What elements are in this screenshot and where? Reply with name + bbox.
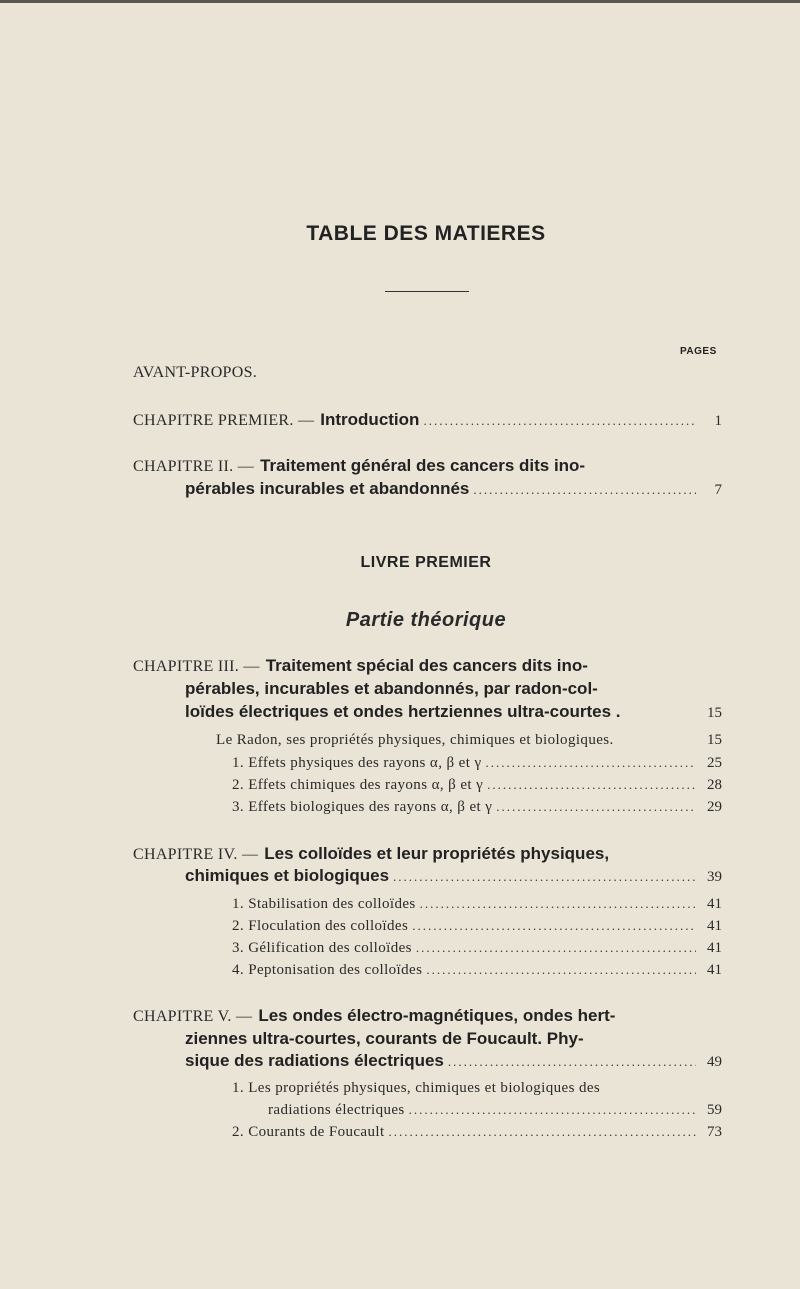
leader-dots (420, 896, 696, 912)
toc-sub-entry[interactable] (232, 799, 722, 816)
page-number: 1 (714, 413, 722, 429)
leader-dots (496, 799, 696, 815)
chapter-prefix: CHAPITRE PREMIER. — (133, 412, 315, 429)
leader-dots (426, 962, 696, 978)
toc-entry-ch3-cont[interactable] (185, 702, 722, 722)
page-number: 41 (707, 918, 722, 934)
chapter-title: ziennes ultra-courtes, courants de Foucault. Phy- (185, 1029, 584, 1048)
page-number: 15 (707, 732, 722, 748)
sub-entry-label: 1. Stabilisation des colloïdes (232, 896, 416, 912)
toc-sub-entry[interactable] (216, 732, 722, 749)
chapter-title: chimiques et biologiques (185, 866, 390, 885)
page-title: TABLE DES MATIERES (306, 222, 546, 245)
page-number: 41 (707, 940, 722, 956)
chapter-title: Les colloïdes et leur propriétés physiques, (264, 844, 610, 863)
sub-entry-label: 2. Effets chimiques des rayons α, β et γ (232, 777, 484, 793)
leader-dots (409, 1102, 696, 1118)
toc-entry-ch2[interactable] (133, 456, 722, 476)
page-number: 41 (707, 962, 722, 978)
chapter-title: pérables, incurables et abandonnés, par radon-col- (185, 679, 598, 698)
toc-entry-ch2-cont[interactable] (185, 479, 722, 499)
page-number: 59 (707, 1102, 722, 1118)
toc-entry-ch3[interactable] (133, 656, 722, 676)
page-number: 28 (707, 777, 722, 793)
toc-entry-ch5-cont[interactable] (185, 1051, 722, 1071)
toc-sub-entry[interactable] (232, 755, 722, 772)
partie-heading: Partie théorique (345, 609, 507, 631)
sub-entry-label: radiations électriques (268, 1102, 405, 1118)
page-number: 25 (707, 755, 722, 771)
chapter-prefix: CHAPITRE IV. — (133, 846, 259, 863)
avant-propos: AVANT-PROPOS. (133, 364, 258, 381)
chapter-title: sique des radiations électriques (185, 1051, 444, 1070)
chapter-title: Traitement spécial des cancers dits ino- (265, 656, 588, 675)
pages-column-label: PAGES (680, 346, 717, 357)
toc-entry-ch5[interactable] (133, 1006, 722, 1026)
toc-sub-entry[interactable] (232, 1124, 722, 1141)
toc-entry-ch4[interactable] (133, 844, 722, 864)
leader-dots (393, 869, 696, 885)
sub-entry-label: 3. Gélification des colloïdes (232, 940, 412, 956)
sub-entry-label: 1. Les propriétés physiques, chimiques et biologiques des (232, 1080, 601, 1096)
page-number: 41 (707, 896, 722, 912)
page-number: 15 (707, 705, 722, 721)
leader-dots (423, 413, 696, 429)
page-number: 29 (707, 799, 722, 815)
leader-dots (485, 755, 696, 771)
page-number: 7 (714, 482, 722, 498)
toc-sub-entry[interactable] (232, 962, 722, 979)
sub-entry-label: 3. Effets biologiques des rayons α, β et γ (232, 799, 493, 815)
leader-dots (412, 918, 696, 934)
sub-entry-label: Le Radon, ses propriétés physiques, chimiques et biologiques. (216, 732, 614, 748)
toc-sub-entry[interactable] (268, 1102, 722, 1119)
leader-dots (487, 777, 696, 793)
page-number: 39 (707, 869, 722, 885)
chapter-prefix: CHAPITRE II. — (133, 458, 255, 475)
leader-dots (416, 940, 696, 956)
chapter-title: Les ondes électro-magnétiques, ondes hert- (258, 1006, 616, 1025)
chapter-prefix: CHAPITRE V. — (133, 1008, 253, 1025)
leader-dots (473, 482, 696, 498)
toc-entry-ch4-cont[interactable] (185, 866, 722, 886)
livre-heading: LIVRE PREMIER (360, 554, 492, 571)
sub-entry-label: 2. Courants de Foucault (232, 1124, 385, 1140)
toc-sub-entry[interactable] (232, 918, 722, 935)
chapter-prefix: CHAPITRE III. — (133, 658, 260, 675)
toc-sub-entry[interactable] (232, 777, 722, 794)
page-number: 73 (707, 1124, 722, 1140)
title-rule (385, 291, 469, 292)
sub-entry-label: 2. Floculation des colloïdes (232, 918, 409, 934)
leader-dots (389, 1124, 696, 1140)
chapter-title: Traitement général des cancers dits ino- (260, 456, 586, 475)
page-number: 49 (707, 1054, 722, 1070)
toc-sub-entry[interactable] (232, 940, 722, 957)
toc-sub-entry[interactable] (232, 896, 722, 913)
sub-entry-label: 1. Effets physiques des rayons α, β et γ (232, 755, 482, 771)
toc-entry-ch1[interactable] (133, 410, 722, 430)
sub-entry-label: 4. Peptonisation des colloïdes (232, 962, 423, 978)
scan-edge (0, 0, 800, 3)
chapter-title: pérables incurables et abandonnés (185, 479, 470, 498)
chapter-title: Introduction (320, 410, 420, 429)
leader-dots (448, 1054, 696, 1070)
chapter-title: loïdes électriques et ondes hertziennes ultra-courtes . (185, 702, 621, 721)
